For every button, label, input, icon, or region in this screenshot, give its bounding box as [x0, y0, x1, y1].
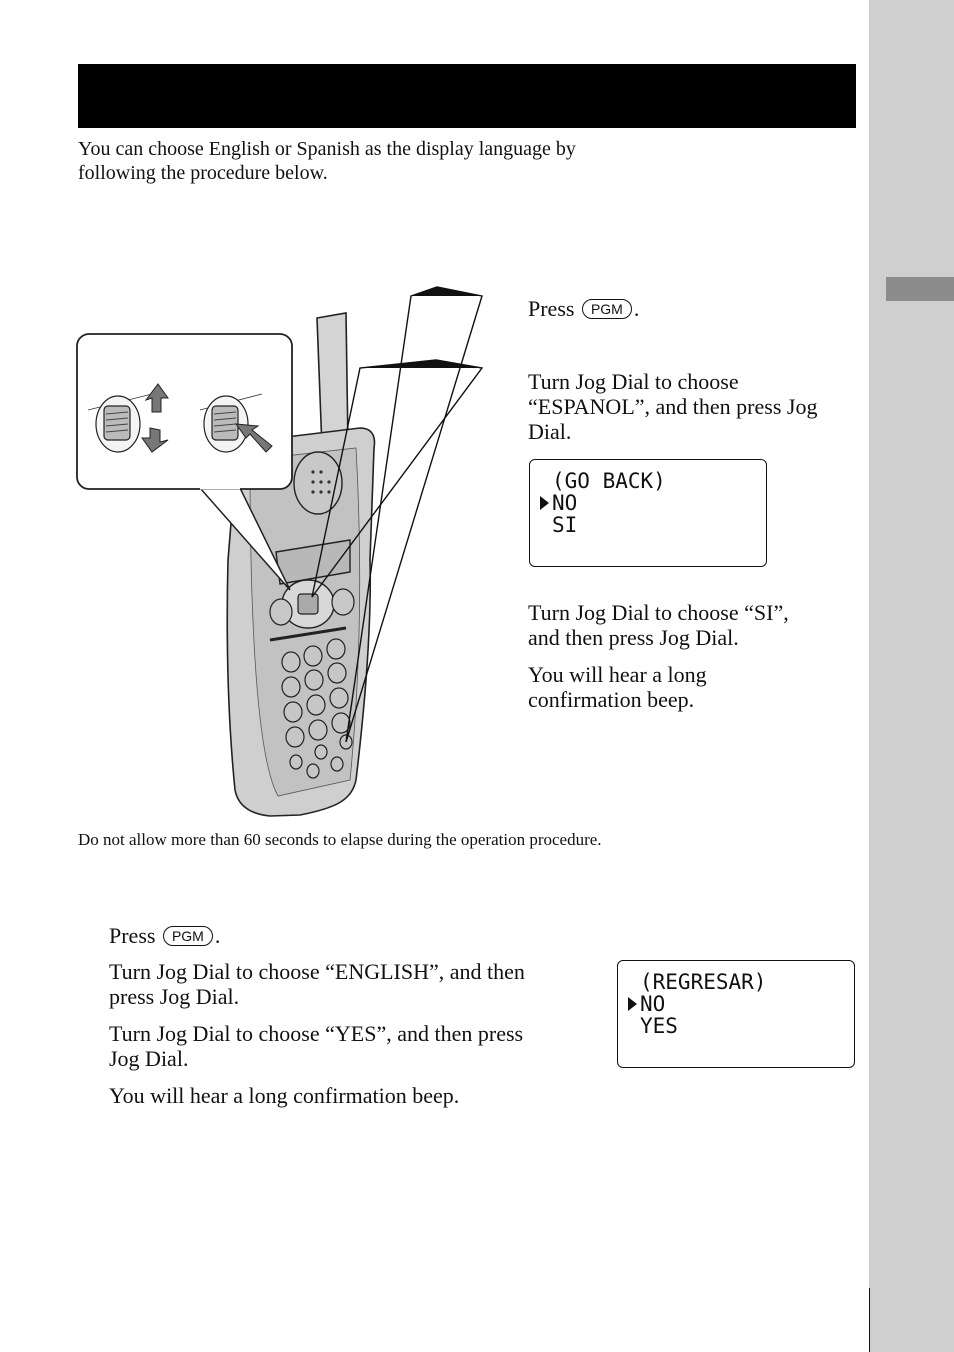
- english-step-2: [109, 959, 589, 1009]
- step-text: .: [633, 296, 640, 321]
- lcd-line: YES: [640, 1014, 678, 1038]
- english-step-4: You will hear a long confirmation beep.: [109, 1083, 460, 1108]
- step-text: Turn Jog Dial to choose “ENGLISH”, and then: [109, 959, 525, 984]
- english-lcd-display: [617, 960, 855, 1068]
- cursor-arrow-icon: [628, 997, 637, 1011]
- intro-paragraph: [78, 137, 698, 185]
- section-title-bar: [78, 64, 856, 128]
- spanish-step-1: [528, 296, 639, 321]
- step-text: .: [214, 923, 221, 948]
- step-text: You will hear a long: [528, 662, 707, 687]
- lcd-line-selected: [538, 492, 766, 514]
- step-text: Jog Dial.: [109, 1046, 189, 1071]
- pgm-key-icon: PGM: [582, 299, 632, 319]
- step-text: “ESPANOL”, and then press Jog: [528, 394, 818, 419]
- lcd-line-text: NO: [640, 992, 666, 1016]
- spanish-step-2: [528, 369, 858, 444]
- page-edge-rule: [869, 1288, 870, 1352]
- step-text: and then press Jog Dial.: [528, 625, 739, 650]
- step-text: Turn Jog Dial to choose “SI”,: [528, 600, 789, 625]
- lcd-line-selected: [626, 993, 854, 1015]
- time-limit-note: Do not allow more than 60 seconds to elapse during the operation procedure.: [78, 830, 602, 849]
- spanish-lcd-display: [529, 459, 767, 567]
- intro-line: You can choose English or Spanish as the display language by: [78, 138, 576, 160]
- step-text: confirmation beep.: [528, 687, 695, 712]
- cursor-arrow-icon: [540, 496, 549, 510]
- step-text: Turn Jog Dial to choose: [528, 369, 739, 394]
- step-text: press Jog Dial.: [109, 984, 240, 1009]
- side-tab: [869, 0, 954, 1352]
- english-step-3: [109, 1021, 589, 1071]
- spanish-step-3: [528, 600, 858, 712]
- intro-line: following the procedure below.: [78, 162, 328, 184]
- lcd-line: SI: [552, 513, 578, 537]
- step-text: Press: [109, 923, 156, 948]
- step-text: Dial.: [528, 419, 572, 444]
- lcd-line: (REGRESAR): [640, 970, 767, 994]
- lcd-line: (GO BACK): [552, 469, 666, 493]
- lcd-line-text: NO: [552, 491, 578, 515]
- english-step-1: [109, 923, 220, 948]
- handset-illustration: [70, 280, 490, 825]
- pgm-key-icon: PGM: [163, 926, 213, 946]
- step-text: Press: [528, 296, 575, 321]
- side-tab-marker: [886, 277, 954, 301]
- step-text: Turn Jog Dial to choose “YES”, and then press: [109, 1021, 524, 1046]
